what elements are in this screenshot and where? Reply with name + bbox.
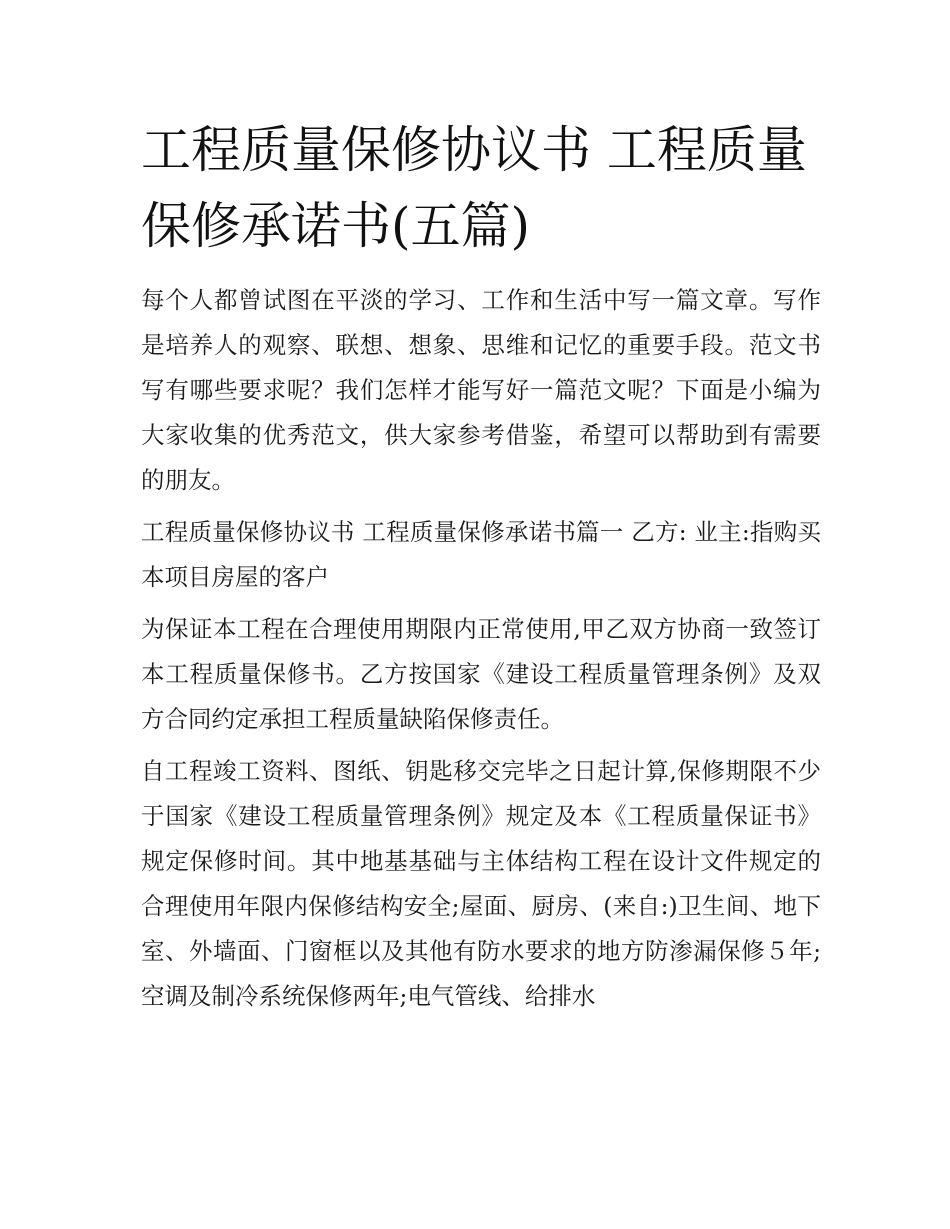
paragraph-warranty-period: 自工程竣工资料、图纸、钥匙移交完毕之日起计算,保修期限不少于国家《建设工程质量管理条例》规定及本《工程质量保证书》规定保修时间。其中地基基础与主体结构工程在设计文件规定的合理使用年限内保修结构安全;屋面、厨房、(来自:)卫生间、地下室、外墙面、门窗框以及其他有防水要求的地方防渗漏保修５年;空调及制冷系统保修两年;电气管线、给排水 — [141, 757, 821, 1010]
document-body — [141, 278, 821, 1019]
paragraph-intro: 每个人都曾试图在平淡的学习、工作和生活中写一篇文章。写作是培养人的观察、联想、想象、思维和记忆的重要手段。范文书写有哪些要求呢？我们怎样才能写好一篇范文呢？下面是小编为大家收集的优秀范文，供大家参考借鉴，希望可以帮助到有需要的朋友。 — [141, 286, 821, 494]
paragraph-parties: 工程质量保修协议书 工程质量保修承诺书篇一 乙方: 业主:指购买本项目房屋的客户 — [141, 518, 821, 591]
paragraph-purpose: 为保证本工程在合理使用期限内正常使用,甲乙双方协商一致签订本工程质量保修书。乙方按国家《建设工程质量管理条例》及双方合同约定承担工程质量缺陷保修责任。 — [141, 615, 821, 733]
document-title: 工程质量保修协议书 工程质量保修承诺书(五篇) — [141, 121, 807, 255]
